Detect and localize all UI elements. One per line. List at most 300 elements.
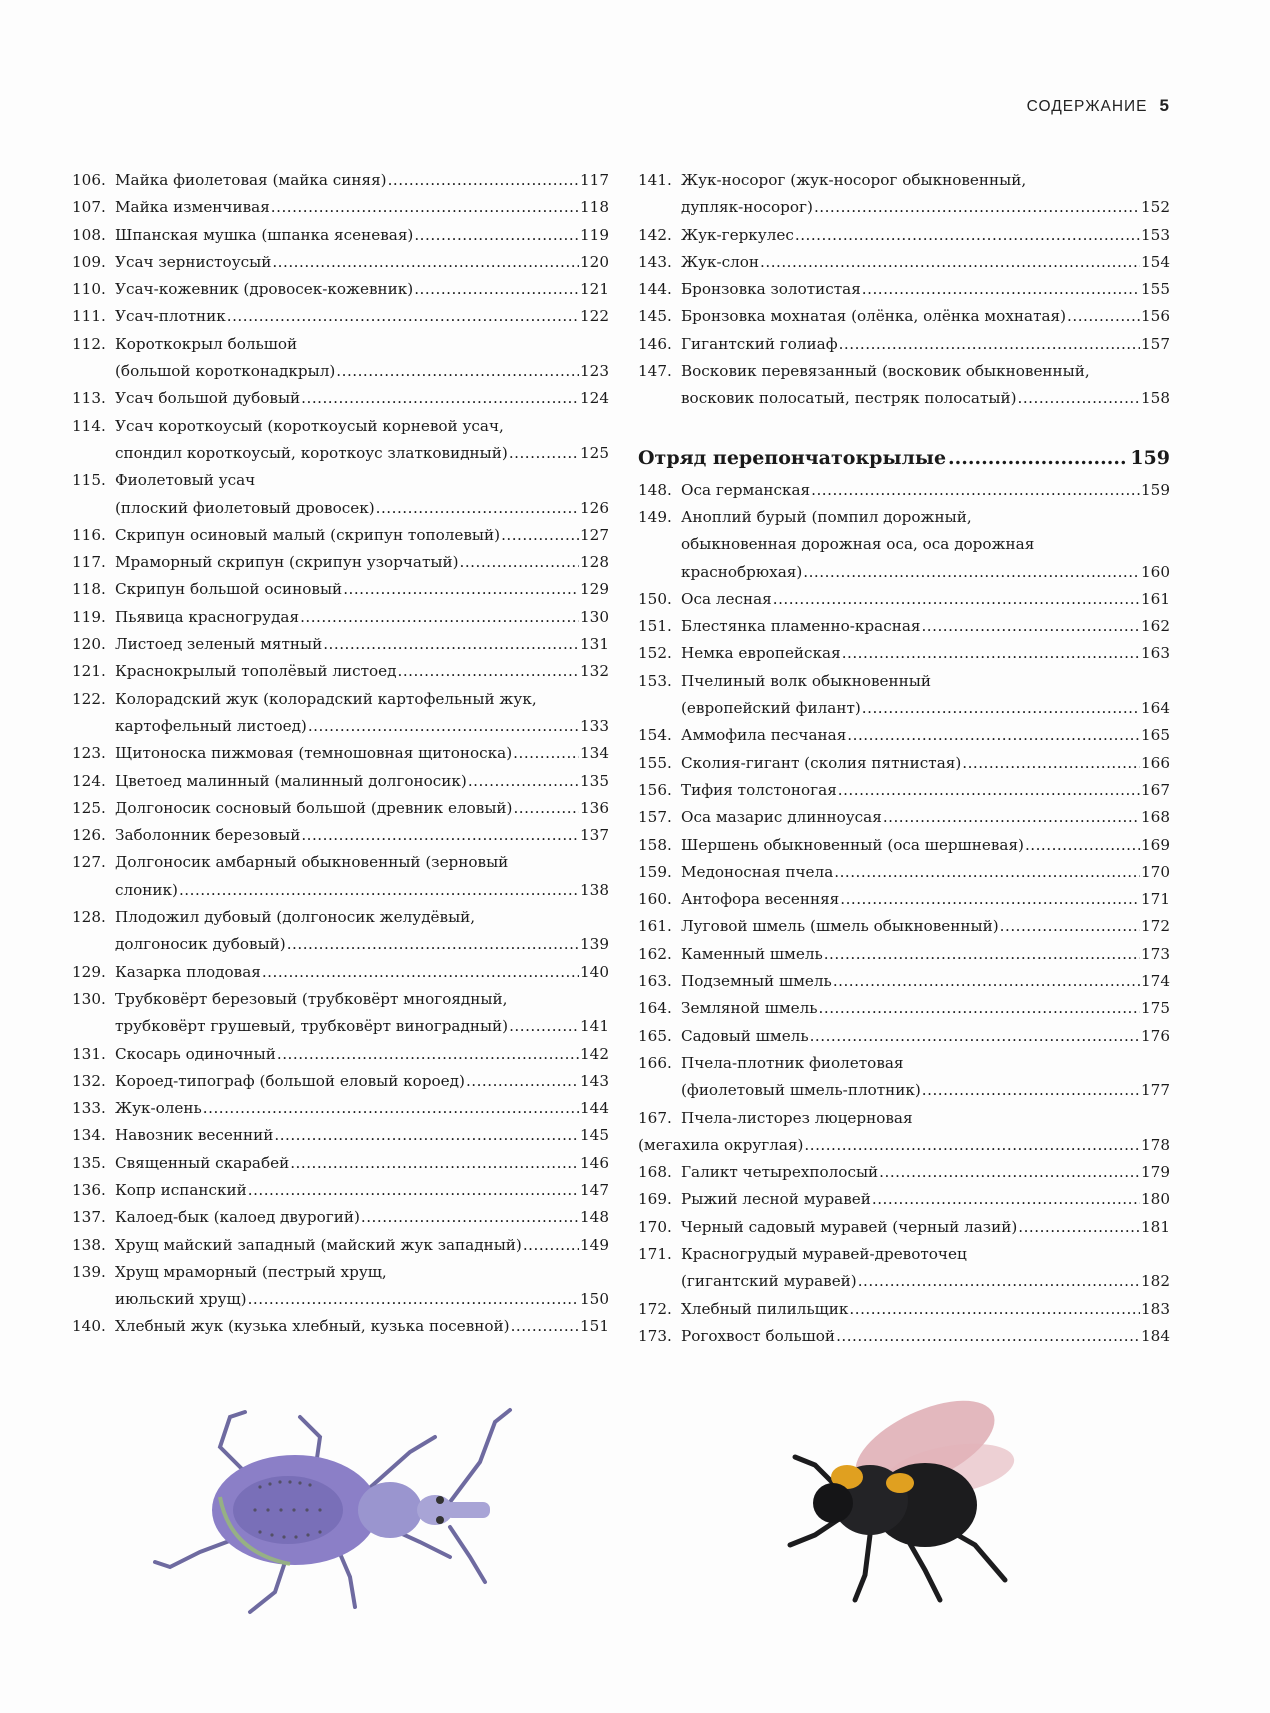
toc-entry[interactable] [72, 686, 609, 741]
leader-dots [511, 1313, 579, 1340]
entry-page: 139 [580, 935, 609, 954]
toc-entry[interactable] [72, 1177, 609, 1204]
toc-entry[interactable] [638, 1241, 1170, 1296]
entry-title: Оса мазарис длинноусая [681, 808, 882, 827]
leader-dots [819, 995, 1140, 1022]
toc-entry[interactable] [638, 249, 1170, 276]
entry-number: 114. [72, 416, 106, 435]
toc-entry[interactable] [638, 777, 1170, 804]
entry-number: 134. [72, 1126, 106, 1145]
toc-entry[interactable] [72, 167, 609, 194]
entry-number: 157. [638, 808, 672, 827]
toc-entry[interactable] [72, 740, 609, 767]
entry-number: 131. [72, 1044, 106, 1063]
toc-line [72, 1286, 609, 1313]
entry-title: Пчела-листорез люцерновая [681, 1108, 913, 1127]
weevil-illustration [150, 1392, 550, 1622]
toc-entry[interactable] [72, 904, 609, 959]
toc-line [638, 531, 1170, 558]
toc-line [72, 986, 609, 1013]
entry-number: 107. [72, 198, 106, 217]
leader-dots [836, 1323, 1140, 1350]
leader-dots [858, 1268, 1140, 1295]
entry-title: Восковик перевязанный (восковик обыкновенный, [681, 362, 1090, 381]
leader-dots [262, 959, 579, 986]
toc-entry[interactable] [638, 1186, 1170, 1213]
toc-line [72, 631, 609, 658]
entry-title: Шершень обыкновенный (оса шершневая) [681, 835, 1024, 854]
entry-page: 130 [580, 607, 609, 626]
entry-title: Медоносная пчела [681, 862, 834, 881]
entry-page: 126 [580, 498, 609, 517]
leader-dots [962, 750, 1140, 777]
toc-line [638, 385, 1170, 412]
entry-number: 136. [72, 1180, 106, 1199]
entry-title: Оса лесная [681, 589, 772, 608]
entry-page: 178 [1141, 1135, 1170, 1154]
entry-number: 133. [72, 1099, 106, 1118]
entry-title: Пьявица красногрудая [115, 607, 300, 626]
entry-number: 158. [638, 835, 672, 854]
toc-line [638, 167, 1170, 194]
entry-page: 176 [1141, 1026, 1170, 1045]
toc-line [638, 859, 1170, 886]
toc-entry[interactable] [638, 968, 1170, 995]
toc-entry[interactable] [72, 1068, 609, 1095]
entry-number: 139. [72, 1262, 106, 1281]
toc-entry[interactable] [638, 303, 1170, 330]
toc-entry[interactable] [72, 194, 609, 221]
toc-entry[interactable] [638, 222, 1170, 249]
toc-entry[interactable] [638, 613, 1170, 640]
entry-page: 149 [580, 1235, 609, 1254]
entry-title: Усач-кожевник (дровосек-кожевник) [115, 280, 414, 299]
toc-line [72, 1259, 609, 1286]
entry-page: 122 [580, 307, 609, 326]
entry-number: 159. [638, 862, 672, 881]
entry-title: Колорадский жук (колорадский картофельный жук, [115, 689, 537, 708]
entry-title: Земляной шмель [681, 999, 818, 1018]
toc-entry[interactable] [638, 358, 1170, 413]
entry-title: (плоский фиолетовый дровосек) [115, 498, 375, 517]
entry-title: Черный садовый муравей (черный лазий) [681, 1217, 1018, 1236]
leader-dots [336, 358, 579, 385]
entry-number: 163. [638, 972, 672, 991]
toc-line [638, 640, 1170, 667]
leader-dots [824, 941, 1140, 968]
toc-entry[interactable] [72, 1041, 609, 1068]
toc-entry[interactable] [638, 1296, 1170, 1323]
entry-number: 167. [638, 1108, 672, 1127]
leader-dots [833, 968, 1140, 995]
leader-dots [847, 722, 1140, 749]
entry-page: 154 [1141, 252, 1170, 271]
toc-line [72, 768, 609, 795]
entry-number: 127. [72, 853, 106, 872]
entry-page: 174 [1141, 972, 1170, 991]
entry-title: Аноплий бурый (помпил дорожный, [681, 507, 972, 526]
toc-section-heading[interactable] [638, 439, 1170, 477]
entry-title: Блестянка пламенно-красная [681, 617, 921, 636]
bumblebee-head [813, 1483, 853, 1523]
entry-page: 146 [580, 1153, 609, 1172]
leader-dots [466, 1068, 579, 1095]
toc-line [72, 658, 609, 685]
entry-page: 162 [1141, 617, 1170, 636]
toc-line [72, 604, 609, 631]
toc-line [638, 358, 1170, 385]
toc-line [72, 576, 609, 603]
toc-line [72, 822, 609, 849]
entry-title: слоник) [115, 880, 178, 899]
entry-title: Заболонник березовый [115, 826, 301, 845]
entry-title: Хрущ майский западный (майский жук западный) [115, 1235, 522, 1254]
toc-entry[interactable] [638, 750, 1170, 777]
entry-page: 158 [1141, 389, 1170, 408]
toc-line [638, 1159, 1170, 1186]
toc-entry[interactable] [638, 859, 1170, 886]
toc-line [638, 331, 1170, 358]
toc-line [72, 413, 609, 440]
entry-title: Скосарь одиночный [115, 1044, 276, 1063]
entry-page: 179 [1141, 1163, 1170, 1182]
toc-line [638, 1268, 1170, 1295]
toc-entry[interactable] [72, 604, 609, 631]
toc-line [72, 795, 609, 822]
leader-dots [509, 440, 579, 467]
entry-page: 170 [1141, 862, 1170, 881]
toc-entry[interactable] [638, 331, 1170, 358]
toc-line [638, 586, 1170, 613]
toc-entry[interactable] [72, 1095, 609, 1122]
toc-entry[interactable] [72, 822, 609, 849]
toc-right-bottom [638, 477, 1170, 1351]
entry-page: 151 [580, 1317, 609, 1336]
entry-title: краснобрюхая) [681, 562, 803, 581]
toc-entry[interactable] [72, 467, 609, 522]
entry-title: Плодожил дубовый (долгоносик желудёвый, [115, 908, 476, 927]
toc-entry[interactable] [638, 1023, 1170, 1050]
toc-line [72, 549, 609, 576]
entry-page: 132 [580, 662, 609, 681]
toc-entry[interactable] [638, 1214, 1170, 1241]
leader-dots [343, 576, 579, 603]
toc-entry[interactable] [72, 768, 609, 795]
toc-line [72, 1313, 609, 1340]
entry-number: 144. [638, 280, 672, 299]
entry-title: Фиолетовый усач [115, 471, 256, 490]
entry-title: Сколия-гигант (сколия пятнистая) [681, 753, 962, 772]
entry-number: 117. [72, 553, 106, 572]
toc-line [638, 1323, 1170, 1350]
entry-page: 165 [1141, 726, 1170, 745]
entry-title: Рогохвост большой [681, 1326, 836, 1345]
leader-dots [248, 1286, 579, 1313]
toc-line [72, 849, 609, 876]
toc-entry[interactable] [72, 1122, 609, 1149]
entry-number: 166. [638, 1053, 672, 1072]
toc-line [638, 750, 1170, 777]
toc-entry[interactable] [72, 331, 609, 386]
toc-entry[interactable] [72, 576, 609, 603]
toc-entry[interactable] [72, 385, 609, 412]
toc-entry[interactable] [72, 986, 609, 1041]
entry-page: 117 [580, 171, 609, 189]
entry-page: 131 [580, 635, 609, 654]
toc-entry[interactable] [638, 886, 1170, 913]
entry-page: 145 [580, 1126, 609, 1145]
toc-line [72, 522, 609, 549]
leader-dots [883, 804, 1140, 831]
entry-title: Хлебный пилильщик [681, 1299, 849, 1318]
toc-entry[interactable] [638, 941, 1170, 968]
toc-entry[interactable] [72, 631, 609, 658]
entry-number: 124. [72, 771, 106, 790]
entry-page: 164 [1141, 699, 1170, 718]
leader-dots [840, 886, 1140, 913]
toc-line [638, 1186, 1170, 1213]
leader-dots [323, 631, 579, 658]
section-page: 159 [1130, 446, 1170, 469]
toc-line [72, 713, 609, 740]
entry-number: 162. [638, 944, 672, 963]
toc-entry[interactable] [72, 522, 609, 549]
toc-entry[interactable] [638, 722, 1170, 749]
entry-title: Навозник весенний [115, 1126, 274, 1145]
entry-page: 161 [1141, 589, 1170, 608]
leader-dots [274, 1122, 579, 1149]
entry-page: 171 [1141, 890, 1170, 909]
entry-page: 137 [580, 826, 609, 845]
entry-title: Пчела-плотник фиолетовая [681, 1053, 904, 1072]
entry-title: Усач зернистоусый [115, 252, 272, 271]
entry-title: Гигантский голиаф [681, 334, 838, 353]
entry-title: Скрипун большой осиновый [115, 580, 343, 599]
entry-number: 121. [72, 662, 106, 681]
entry-title: (гигантский муравей) [681, 1272, 857, 1291]
entry-page: 159 [1141, 480, 1170, 499]
toc-entry[interactable] [72, 849, 609, 904]
toc-line [638, 941, 1170, 968]
entry-title: Садовый шмель [681, 1026, 809, 1045]
toc-line [638, 777, 1170, 804]
entry-number: 145. [638, 307, 672, 326]
entry-number: 147. [638, 362, 672, 381]
entry-title: Калоед-бык (калоед двурогий) [115, 1208, 360, 1227]
toc-line [638, 613, 1170, 640]
entry-number: 154. [638, 726, 672, 745]
entry-page: 177 [1141, 1081, 1170, 1100]
toc-line [72, 904, 609, 931]
toc-line [72, 495, 609, 522]
leader-dots [879, 1159, 1140, 1186]
entry-title: Щитоноска пижмовая (темношовная щитоноска) [115, 744, 513, 763]
entry-number: 118. [72, 580, 106, 599]
entry-number: 141. [638, 171, 672, 189]
entry-title: Короткокрыл большой [115, 334, 298, 353]
entry-page: 138 [580, 880, 609, 899]
toc-entry[interactable] [638, 477, 1170, 504]
toc-entry[interactable] [72, 222, 609, 249]
toc-line [638, 1214, 1170, 1241]
toc-entry[interactable] [638, 668, 1170, 723]
entry-number: 171. [638, 1244, 672, 1263]
leader-dots [760, 249, 1140, 276]
entry-number: 112. [72, 334, 106, 353]
toc-line [638, 1105, 1170, 1132]
toc-entry[interactable] [72, 249, 609, 276]
toc-line [72, 959, 609, 986]
section-title: Отряд перепончатокрылые [638, 446, 947, 469]
toc-line [638, 886, 1170, 913]
leader-dots [842, 640, 1140, 667]
toc-entry[interactable] [638, 804, 1170, 831]
toc-line [72, 1013, 609, 1040]
toc-column-left [72, 167, 609, 1341]
toc-entry[interactable] [72, 1259, 609, 1314]
toc-entry[interactable] [72, 303, 609, 330]
entry-title: картофельный листоед) [115, 716, 307, 735]
entry-title: Бронзовка золотистая [681, 280, 861, 299]
entry-page: 181 [1141, 1217, 1170, 1236]
entry-number: 143. [638, 252, 672, 271]
entry-title: (мегахила округлая) [638, 1135, 804, 1154]
entry-page: 141 [580, 1017, 609, 1036]
leader-dots [301, 385, 579, 412]
entry-number: 156. [638, 780, 672, 799]
toc-entry[interactable] [72, 1232, 609, 1259]
toc-entry[interactable] [72, 795, 609, 822]
toc-entry[interactable] [638, 913, 1170, 940]
toc-entry[interactable] [72, 1204, 609, 1231]
entry-title: Мраморный скрипун (скрипун узорчатый) [115, 553, 459, 572]
entry-title: Аммофила песчаная [681, 726, 847, 745]
entry-title: Священный скарабей [115, 1153, 290, 1172]
toc-entry[interactable] [638, 832, 1170, 859]
entry-title: восковик полосатый, пестряк полосатый) [681, 389, 1017, 408]
entry-title: Жук-слон [681, 252, 760, 271]
leader-dots [922, 1077, 1140, 1104]
toc-line [638, 832, 1170, 859]
leader-dots [839, 331, 1140, 358]
entry-page: 155 [1141, 280, 1170, 299]
entry-page: 153 [1141, 225, 1170, 244]
leader-dots [460, 549, 579, 576]
entry-number: 142. [638, 225, 672, 244]
entry-page: 136 [580, 798, 609, 817]
entry-title: Майка фиолетовая (майка синяя) [115, 171, 387, 189]
entry-number: 128. [72, 908, 106, 927]
toc-line [638, 276, 1170, 303]
toc-line [72, 194, 609, 221]
leader-dots [287, 931, 579, 958]
toc-entry[interactable] [638, 586, 1170, 613]
entry-title: Бронзовка мохнатая (олёнка, олёнка мохнатая) [681, 307, 1067, 326]
toc-entry[interactable] [638, 1105, 1170, 1160]
toc-entry[interactable] [72, 1150, 609, 1177]
toc-line [72, 222, 609, 249]
leader-dots [300, 604, 579, 631]
entry-title: Пчелиный волк обыкновенный [681, 671, 931, 690]
toc-line [72, 249, 609, 276]
entry-page: 135 [580, 771, 609, 790]
toc-entry[interactable] [72, 658, 609, 685]
entry-title: Антофора весенняя [681, 890, 840, 909]
leader-dots [810, 1023, 1140, 1050]
toc-entry[interactable] [638, 1050, 1170, 1105]
toc-entry[interactable] [638, 640, 1170, 667]
toc-entry[interactable] [72, 413, 609, 468]
toc-line [638, 668, 1170, 695]
entry-page: 150 [580, 1290, 609, 1309]
entry-title: Немка европейская [681, 644, 841, 663]
toc-line [638, 1241, 1170, 1268]
leader-dots [803, 559, 1140, 586]
leader-dots [1067, 303, 1140, 330]
leader-dots [376, 495, 579, 522]
toc-entry[interactable] [72, 549, 609, 576]
entry-title: (фиолетовый шмель-плотник) [681, 1081, 921, 1100]
toc-entry[interactable] [638, 1159, 1170, 1186]
toc-line [638, 695, 1170, 722]
entry-number: 113. [72, 389, 106, 408]
toc-line [72, 303, 609, 330]
entry-number: 129. [72, 962, 106, 981]
leader-dots [271, 194, 579, 221]
toc-entry[interactable] [72, 276, 609, 303]
entry-number: 116. [72, 525, 106, 544]
entry-page: 156 [1141, 307, 1170, 326]
entry-page: 133 [580, 716, 609, 735]
leader-dots [248, 1177, 579, 1204]
toc-line [72, 331, 609, 358]
entry-title: Шпанская мушка (шпанка ясеневая) [115, 225, 414, 244]
toc-line [72, 1041, 609, 1068]
entry-title: Листоед зеленый мятный [115, 635, 323, 654]
entry-title: долгоносик дубовый) [115, 935, 286, 954]
bumblebee-illustration [775, 1385, 1075, 1625]
toc-entry[interactable] [638, 1323, 1170, 1350]
leader-dots [804, 1132, 1140, 1159]
toc-entry[interactable] [638, 167, 1170, 222]
toc-entry[interactable] [638, 504, 1170, 586]
entry-number: 140. [72, 1317, 106, 1336]
toc-line [638, 303, 1170, 330]
entry-page: 172 [1141, 917, 1170, 936]
entry-title: Рыжий лесной муравей [681, 1190, 871, 1209]
toc-entry[interactable] [72, 959, 609, 986]
entry-number: 111. [72, 307, 106, 326]
toc-entry[interactable] [72, 1313, 609, 1340]
toc-entry[interactable] [638, 276, 1170, 303]
leader-dots [513, 795, 579, 822]
entry-title: Скрипун осиновый малый (скрипун тополевый) [115, 525, 501, 544]
leader-dots [838, 777, 1140, 804]
leader-dots [523, 1232, 579, 1259]
entry-number: 165. [638, 1026, 672, 1045]
entry-number: 160. [638, 890, 672, 909]
toc-entry[interactable] [638, 995, 1170, 1022]
toc-line [72, 440, 609, 467]
toc-line [638, 1050, 1170, 1077]
entry-page: 118 [580, 198, 609, 217]
entry-page: 142 [580, 1044, 609, 1063]
leader-dots [414, 276, 579, 303]
entry-title: Красногрудый муравей-древоточец [681, 1244, 967, 1263]
entry-number: 149. [638, 507, 672, 526]
entry-page: 148 [580, 1208, 609, 1227]
leader-dots [277, 1041, 579, 1068]
